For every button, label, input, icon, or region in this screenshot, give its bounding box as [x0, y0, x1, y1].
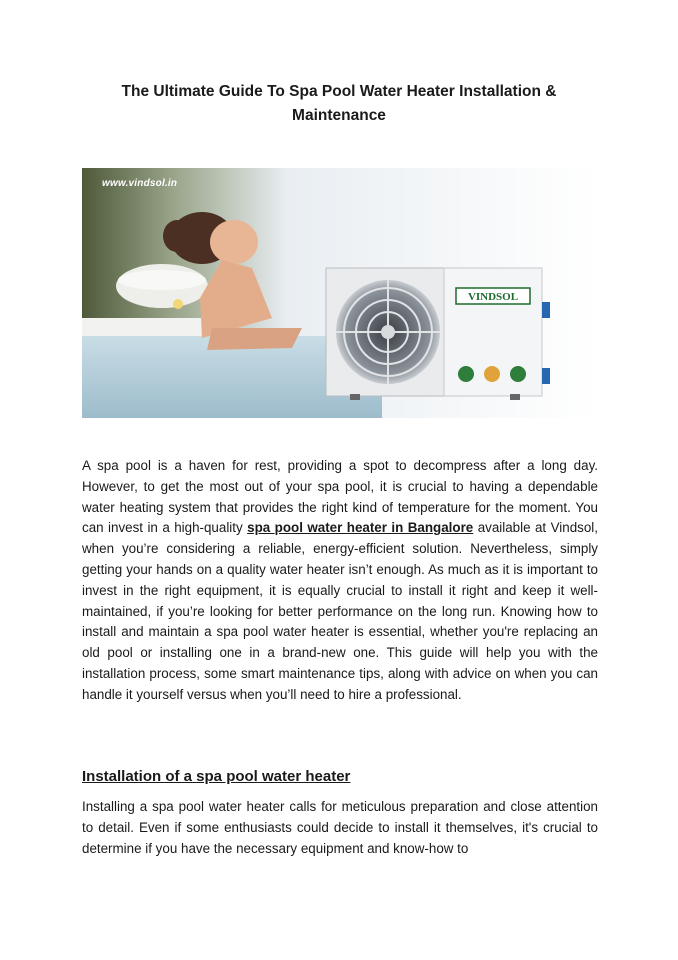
hero-image — [82, 168, 596, 418]
installation-heading: Installation of a spa pool water heater — [82, 768, 351, 785]
intro-text-start: A spa pool is a haven for rest, providing a spot to decompress after a long day. However, to get the most out of your spa pool, it is crucial to having a dependable water heating system that provides the right kind of temperature for the moment. You can invest in a high-quality — [82, 458, 598, 536]
installation-paragraph: Installing a spa pool water heater calls for meticulous preparation and close attention to detail. Even if some enthusiasts could decide to install it themselves, it's crucial to determine if you have the necessary equipment and know-how to — [82, 799, 598, 856]
page-title: The Ultimate Guide To Spa Pool Water Heater Installation & Maintenance — [121, 83, 557, 124]
intro-paragraph — [82, 456, 598, 706]
spa-heater-illustration — [82, 168, 596, 418]
brand-logo-text: VINDSOL — [467, 291, 519, 303]
watermark-text: www.vindsol.in — [102, 178, 178, 189]
spa-heater-bangalore-link[interactable]: spa pool water heater in Bangalore — [247, 520, 474, 536]
intro-text-end: available at Vindsol, when you’re considering a reliable, energy-efficient solution. Nevertheless, simply getting your hands on a quality water heater isn’t enough. As much as it is important to invest in the right equipment, it is equally crucial to install it right and keep it well-maintained, if you’re looking for better performance on the long run. Knowing how to install and maintain a spa pool water heater is essential, whether you're replacing an old pool or installing one in a brand-new one. This guide will help you with the installation process, some smart maintenance tips, along with advice on when you can handle it yourself versus when you’ll need to hire a professional. — [82, 520, 598, 702]
